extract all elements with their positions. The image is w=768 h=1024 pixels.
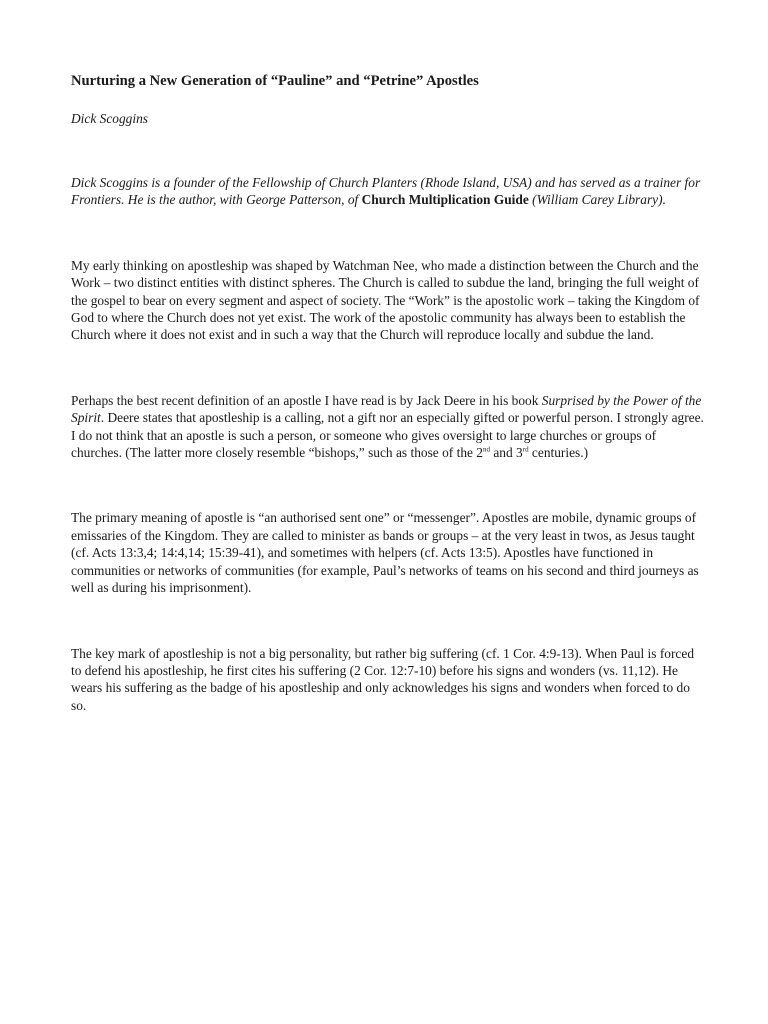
bio-book-title: Church Multiplication Guide <box>361 192 529 208</box>
paragraph-2 <box>71 392 707 462</box>
document-title: Nurturing a New Generation of “Pauline” and “Petrine” Apostles <box>71 73 479 89</box>
paragraph-3: The primary meaning of apostle is “an authorised sent one” or “messenger”. Apostles are mobile, dynamic groups of emissaries of the Kingdom. They are called to minister as bands or groups – at the very least in twos, as Jesus taught (cf. Acts 13:3,4; 14:4,14; 15:39-41), and sometimes with helpers (cf. Acts 13:5). Apostles have functioned in communities or networks of communities (for example, Paul’s networks of teams on his second and third journeys as well as during his imprisonment). <box>71 510 699 596</box>
paragraph-2-text-middle: . Deere states that apostleship is a calling, not a gift nor an especially gifted or powerful person. I strongly agree. I do not think that an apostle is such a person, or someone who gives oversight to large churches or groups of churches. (The latter more closely resemble “bishops,” such as those of the 2 <box>71 410 704 461</box>
paragraph-2-text-and: and 3 <box>490 445 523 461</box>
paragraph-1: My early thinking on apostleship was shaped by Watchman Nee, who made a distinction between the Church and the Work – two distinct entities with distinct spheres. The Church is called to subdue the land, bringing the full weight of the gospel to bear on every segment and aspect of society. The “Work” is the apostolic work – taking the Kingdom of God to where the Church does not yet exist. The work of the apostolic community has always been to establish the Church where it does not exist and in such a way that the Church will reproduce locally and subdue the land. <box>71 257 700 343</box>
paragraph-2-text-before: Perhaps the best recent definition of an apostle I have read is by Jack Deere in his book <box>71 392 542 408</box>
paragraph-2-book-title: Surprised by the Power of the Spirit <box>71 392 702 426</box>
author-bio <box>71 174 707 209</box>
author-name: Dick Scoggins <box>71 111 148 126</box>
paragraph-2-text-after: centuries.) <box>528 445 589 461</box>
ordinal-suffix-rd: rd <box>522 445 529 454</box>
document-page <box>71 72 707 714</box>
bio-text-before: Dick Scoggins is a founder of the Fellowship of Church Planters (Rhode Island, USA) and has served as a trainer for Frontiers. He is the author, with George Patterson, of <box>71 175 701 208</box>
bio-text-after: (William Carey Library). <box>528 192 666 208</box>
ordinal-suffix-nd: nd <box>483 445 490 454</box>
paragraph-4: The key mark of apostleship is not a big personality, but rather big suffering (cf. 1 Cor. 4:9-13). When Paul is forced to defend his apostleship, he first cites his suffering (2 Cor. 12:7-10) before his signs and wonders (vs. 11,12). He wears his suffering as the badge of his apostleship and only acknowledges his signs and wonders when forced to do so. <box>71 645 695 713</box>
